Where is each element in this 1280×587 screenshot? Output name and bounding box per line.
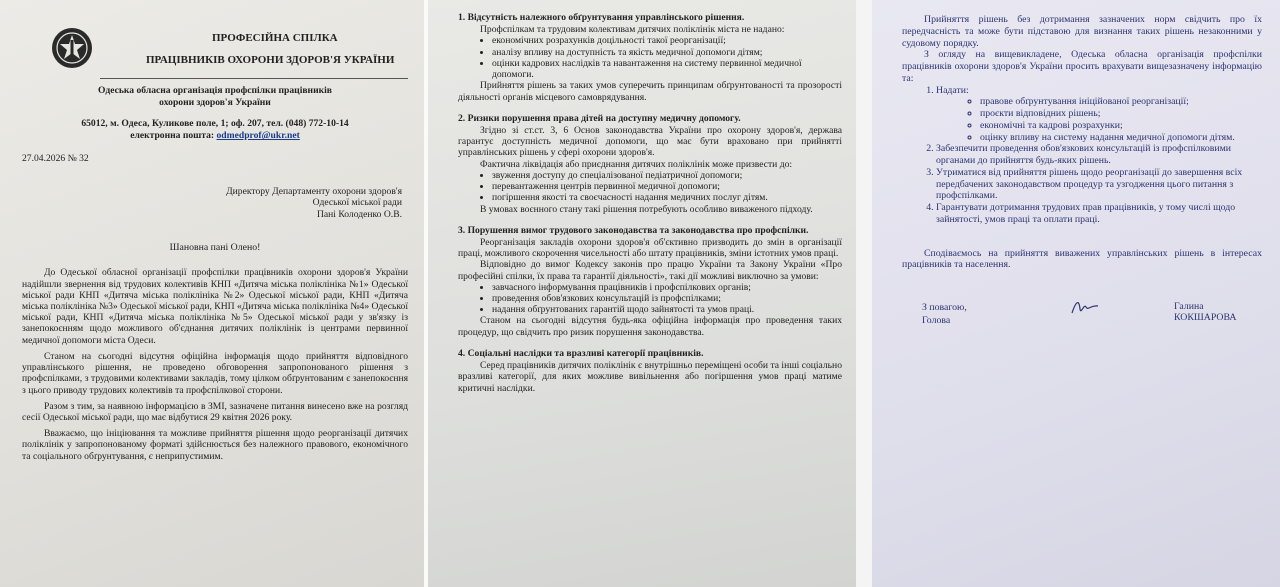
header-line-1: ПРОФЕСІЙНА СПІЛКА <box>212 32 338 44</box>
request-item-label: Надати: <box>936 84 969 96</box>
letter-page-3 <box>872 0 1280 587</box>
signature-block <box>902 297 1262 337</box>
list-item: • оцінки кадрових наслідків та навантаження на систему первинної медичної допомоги. <box>492 58 842 80</box>
email-label: електронна пошта: <box>130 130 215 142</box>
list-item: • погіршення якості та своєчасності надання медичних послуг дітям. <box>492 192 842 203</box>
signatory-name: Галина КОКШАРОВА <box>1174 301 1237 323</box>
section-paragraph: Відповідно до вимог Кодексу законів про працю України та Закону України «Про професійні спілки, їх права та гарантії діяльності», такі дії можливі виключно за умови: <box>458 259 842 282</box>
organization-name <box>22 85 408 110</box>
page-separator <box>856 0 872 587</box>
address: 65012, м. Одеса, Куликове поле, 1; оф. 207, тел. (048) 772-10-14 <box>81 117 349 129</box>
header-line-2: ПРАЦІВНИКІВ ОХОРОНИ ЗДОРОВ'Я УКРАЇНИ <box>146 54 395 66</box>
request-item: 2. Забезпечити проведення обов'язкових консультацій із профспілковими органами до прийняття будь-яких рішень. <box>936 143 1262 167</box>
body-paragraph: До Одеської обласної організації профспілки працівників охорони здоров'я України надійшли звернення від трудових колективів КНП «Дитяча міська поліклініка №1» Одеської міської ради КНП «Дитяча міська поліклініка №2» Одеської міської ради, КНП «Дитяча міська поліклініка №3» Одеської міської ради, КНП «Дитяча міська поліклініка №4» Одеської міської ради, КНП «Дитяча міська поліклініка №5» Одеської міської ради у зв'язку із занепокоєнням щодо можливого об'єднання дитячих поліклінік із центрами первинної медичної допомоги міста Одеси. <box>22 267 408 346</box>
sub-item: ◦ оцінку впливу на систему надання медичної допомоги дітям. <box>980 132 1262 144</box>
union-emblem-icon <box>50 26 94 70</box>
list-item: • перевантаження центрів первинної медичної допомоги; <box>492 181 842 192</box>
body-paragraph: Станом на сьогодні відсутня офіційна інформація щодо прийняття відповідного управлінського рішення, не проведено обговорення запропонованого рішення з профспілками, з трудовими колективами закладів, тому цілком обґрунтованим є занепокоєння з цього приводу трудових колективів та профспілкової сторони. <box>22 350 408 396</box>
request-item: 3. Утриматися від прийняття рішень щодо реорганізації до завершення всіх передбачених законодавством процедур та узгодження цього питання з профспілками. <box>936 167 1262 202</box>
org-line-2: охорони здоров'я України <box>159 97 271 109</box>
list-item: • аналізу впливу на доступність та якість медичної допомоги дітям; <box>492 47 842 58</box>
letter-page-1 <box>0 0 424 587</box>
list-item: • завчасного інформування працівників і профспілкових органів; <box>492 282 842 293</box>
date-number: 27.04.2026 № 32 <box>22 152 89 164</box>
section-title: 3. Порушення вимог трудового законодавства та законодавства про профспілки. <box>458 224 809 236</box>
closing-paragraph: Сподіваємось на прийняття виважених управлінських рішень в інтересах працівників та населення. <box>902 247 1262 271</box>
email-link[interactable]: odmedprof@ukr.net <box>216 130 300 142</box>
body-paragraph: Вважаємо, що ініціювання та можливе прийняття рішення щодо реорганізації дитячих поліклінік у запропонованому форматі здійснюється без належного правового, економічного та соціального обґрунтування, є неприпустимим. <box>22 428 408 462</box>
request-item <box>936 85 1262 144</box>
section-title: 4. Соціальні наслідки та вразливі категорії працівників. <box>458 347 704 359</box>
section-paragraph: В умовах воєнного стану такі рішення потребують особливо виваженого підходу. <box>480 203 813 215</box>
recipient-line: Одеської міської ради <box>312 197 402 209</box>
request-item: 4. Гарантувати дотримання трудових прав працівників, у тому числі щодо зайнятості, умов праці та оплати праці. <box>936 202 1262 226</box>
salutation: Шановна пані Олено! <box>169 242 261 254</box>
section-2 <box>458 113 842 215</box>
section-paragraph: Прийняття рішень за таких умов суперечить принципам обґрунтованості та прозорості діяльності органів місцевого самоврядування. <box>458 80 842 103</box>
body-paragraph: Разом з тим, за наявною інформацією в ЗМІ, зазначене питання винесено вже на розгляд сесії Одеської міської ради, що має відбутися 29 квітня 2026 року. <box>22 400 408 423</box>
section-paragraph: Профспілкам та трудовим колективам дитячих поліклінік міста не надано: <box>480 24 785 36</box>
body-paragraph: З огляду на вищевикладене, Одеська обласна організація профспілки працівників охорони здоров'я України просить врахувати вищезазначену інформацію та: <box>902 49 1262 84</box>
list-item: • економічних розрахунків доцільності такої реорганізації; <box>492 35 842 46</box>
list-item: • звуження доступу до спеціалізованої педіатричної допомоги; <box>492 170 842 181</box>
letter-page-2 <box>428 0 856 587</box>
body-paragraph: Прийняття рішень без дотримання зазначених норм свідчить про їх передчасність та може бути підставою для визнання таких рішень незаконними у судовому порядку. <box>902 14 1262 49</box>
sub-item: ◦ правове обґрунтування ініційованої реорганізації; <box>980 96 1262 108</box>
bullet-list <box>458 35 842 80</box>
org-line-1: Одеська обласна організація профспілки працівників <box>98 85 332 96</box>
list-item: • проведення обов'язкових консультацій із профспілками; <box>492 293 842 304</box>
section-paragraph: Згідно зі ст.ст. 3, 6 Основ законодавства України про охорону здоров'я, держава гарантує доступність медичної допомоги, що має бути враховано при прийнятті управлінських рішень у сфері охорони здоров'я. <box>458 124 842 159</box>
sub-list <box>936 96 1262 143</box>
section-title: 2. Ризики порушення права дітей на доступну медичну допомогу. <box>458 112 741 124</box>
letterhead <box>22 10 408 78</box>
position-title: Голова <box>922 315 951 327</box>
section-1 <box>458 12 842 103</box>
header-divider <box>100 78 408 79</box>
sub-item: ◦ економічні та кадрові розрахунки; <box>980 120 1262 132</box>
recipient-line: Пані Колоденко О.В. <box>316 208 402 220</box>
recipient-line: Директору Департаменту охорони здоров'я <box>226 185 402 197</box>
section-paragraph: Станом на сьогодні відсутня будь-яка офіційна інформація про проведення таких процедур, що свідчить про ризик порушення законодавства. <box>458 315 842 338</box>
regards-block <box>922 301 967 327</box>
handwritten-signature-icon <box>1070 297 1100 317</box>
regards-text: З повагою, <box>922 302 967 313</box>
email-line <box>22 130 408 142</box>
sub-item: ◦ проєкти відповідних рішень; <box>980 108 1262 120</box>
section-paragraph: Фактична ліквідація або приєднання дитячих поліклінік може призвести до: <box>480 158 793 170</box>
list-item: • надання обґрунтованих гарантій щодо зайнятості та умов праці. <box>492 304 842 315</box>
section-paragraph: Серед працівників дитячих поліклінік є внутрішньо переміщені особи та інші соціально вразливі категорії, для яких можливе вивільнення або погіршення умов праці матиме критичні наслідки. <box>458 360 842 394</box>
section-paragraph: Реорганізація закладів охорони здоров'я об'єктивно призводить до змін в організації праці, можливого скорочення чисельності або штату працівників, зміни істотних умов праці. <box>458 236 842 260</box>
request-list <box>902 85 1262 226</box>
recipient-block <box>190 186 402 221</box>
section-3 <box>458 225 842 338</box>
section-title: 1. Відсутність належного обґрунтування управлінського рішення. <box>458 12 745 23</box>
section-4 <box>458 348 842 394</box>
bullet-list <box>458 170 842 204</box>
bullet-list <box>458 282 842 316</box>
